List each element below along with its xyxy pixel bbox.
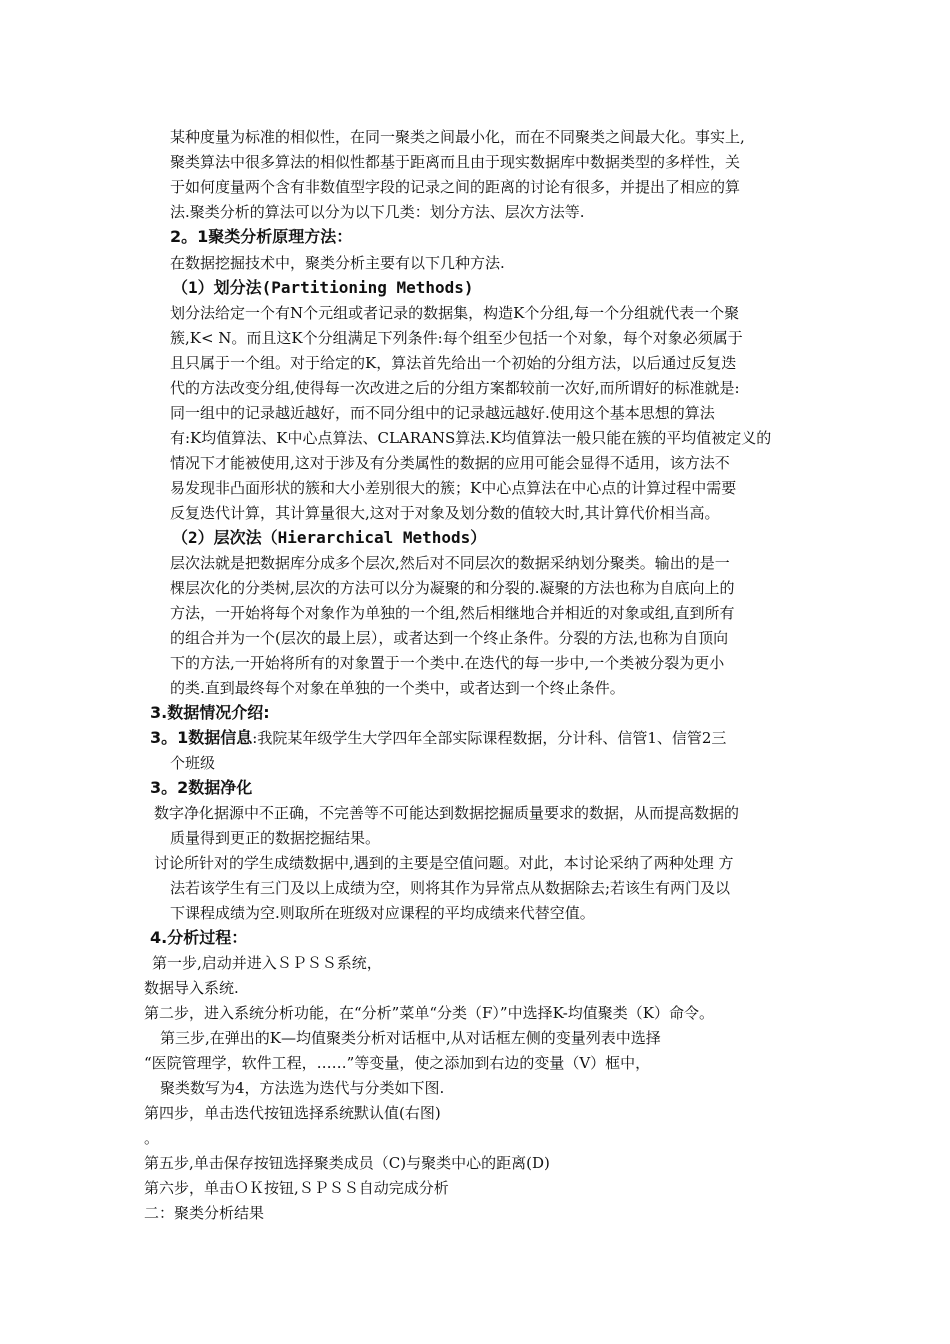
paragraph-3-2b-line: 讨论所针对的学生成绩数据中,遇到的主要是空值问题。对此，本讨论采纳了两种处理 方	[154, 854, 734, 872]
method-1-line: 且只属于一个组。对于给定的K，算法首先给出一个初始的分组方法，以后通过反复迭	[170, 354, 737, 372]
section-heading-3-1-label: 3。1数据信息	[150, 728, 253, 747]
section-heading-4: 4.分析过程：	[150, 928, 248, 947]
method-1-line: 簇,K< N。而且这K个分组满足下列条件:每个组至少包括一个对象，每个对象必须属于	[170, 329, 743, 347]
method-2-line: 方法，一开始将每个对象作为单独的一个组,然后相继地合并相近的对象或组,直到所有	[170, 604, 735, 622]
section-3-1-text: :我院某年级学生大学四年全部实际课程数据，分计科、信管1、信管2三	[252, 729, 727, 747]
method-1-line: 划分法给定一个有N个元组或者记录的数据集，构造K个分组,每一个分组就代表一个聚	[170, 304, 740, 322]
method-2-line: 下的方法,一开始将所有的对象置于一个类中.在迭代的每一步中,一个类被分裂为更小	[170, 654, 725, 672]
section-heading-3-1	[150, 728, 726, 748]
method-2-line: 的类.直到最终每个对象在单独的一个类中，或者达到一个终止条件。	[170, 679, 625, 697]
step-line: 。	[144, 1129, 160, 1147]
paragraph-3-2b-line: 下课程成绩为空.则取所在班级对应课程的平均成绩来代替空值。	[170, 904, 595, 922]
section-3-1-continuation: 个班级	[170, 754, 216, 772]
step-line: 聚类数写为4，方法选为迭代与分类如下图.	[160, 1079, 445, 1097]
intro-line: 某种度量为标准的相似性，在同一聚类之间最小化，而在不同聚类之间最大化。事实上,	[170, 128, 745, 146]
paragraph-3-2b-line: 法若该学生有三门及以上成绩为空，则将其作为异常点从数据除去;若该生有两门及以	[170, 879, 731, 897]
intro-line: 法.聚类分析的算法可以分为以下几类：划分方法、层次方法等.	[170, 203, 585, 221]
method-1-title: （1）划分法(Partitioning Methods)	[172, 278, 474, 297]
method-2-line: 的组合并为一个(层次的最上层），或者达到一个终止条件。分裂的方法,也称为自顶向	[170, 629, 729, 647]
step-line: 第五步,单击保存按钮选择聚类成员（C)与聚类中心的距离(D)	[144, 1154, 550, 1172]
method-1-line: 有:K均值算法、K中心点算法、CLARANS算法.K均值算法一般只能在簇的平均值被定义的	[170, 429, 772, 447]
paragraph-3-2a-line: 质量得到更正的数据挖掘结果。	[170, 829, 381, 847]
method-1-line: 同一组中的记录越近越好，而不同分组中的记录越远越好.使用这个基本思想的算法	[170, 404, 715, 422]
method-1-line: 代的方法改变分组,使得每一次改进之后的分组方案都较前一次好,而所谓好的标准就是:	[170, 379, 740, 397]
paragraph-3-2a-line: 数字净化据源中不正确，不完善等不可能达到数据挖掘质量要求的数据，从而提高数据的	[154, 804, 740, 822]
method-1-line: 情况下才能被使用,这对于涉及有分类属性的数据的应用可能会显得不适用，该方法不	[170, 454, 730, 472]
method-2-line: 棵层次化的分类树,层次的方法可以分为凝聚的和分裂的.凝聚的方法也称为自底向上的	[170, 579, 735, 597]
section-heading-2-1: 2。1聚类分析原理方法：	[170, 227, 353, 246]
step-line: 第六步，单击ＯＫ按钮,ＳＰＳＳ自动完成分析	[144, 1179, 449, 1197]
method-2-title: （2）层次法（Hierarchical Methods）	[172, 528, 487, 547]
step-line: 第三步,在弹出的K—均值聚类分析对话框中,从对话框左侧的变量列表中选择	[160, 1029, 661, 1047]
section-heading-3-2: 3。2数据净化	[150, 778, 253, 797]
method-1-line: 易发现非凸面形状的簇和大小差别很大的簇；K中心点算法在中心点的计算过程中需要	[170, 479, 737, 497]
method-1-line: 反复迭代计算，其计算量很大,这对于对象及划分数的值较大时,其计算代价相当高。	[170, 504, 720, 522]
step-line: 第四步，单击迭代按钮选择系统默认值(右图)	[144, 1104, 441, 1122]
step-line: 数据导入系统.	[144, 979, 239, 997]
intro-line: 于如何度量两个含有非数值型字段的记录之间的距离的讨论有很多，并提出了相应的算	[170, 178, 741, 196]
intro-line: 聚类算法中很多算法的相似性都基于距离而且由于现实数据库中数据类型的多样性，关	[170, 153, 741, 171]
paragraph-2-1: 在数据挖掘技术中，聚类分析主要有以下几种方法.	[170, 254, 505, 272]
step-line: “医院管理学，软件工程，……”等变量，使之添加到右边的变量（V）框中，	[144, 1054, 651, 1072]
step-line: 第二步，进入系统分析功能，在“分析”菜单“分类（F）”中选择K-均值聚类（K）命令。	[144, 1004, 714, 1022]
method-2-line: 层次法就是把数据库分成多个层次,然后对不同层次的数据采纳划分聚类。输出的是一	[170, 554, 730, 572]
section-heading-3: 3.数据情况介绍:	[150, 703, 270, 722]
result-heading: 二：聚类分析结果	[144, 1204, 265, 1222]
step-line: 第一步,启动并进入ＳＰＳＳ系统，	[152, 954, 382, 972]
